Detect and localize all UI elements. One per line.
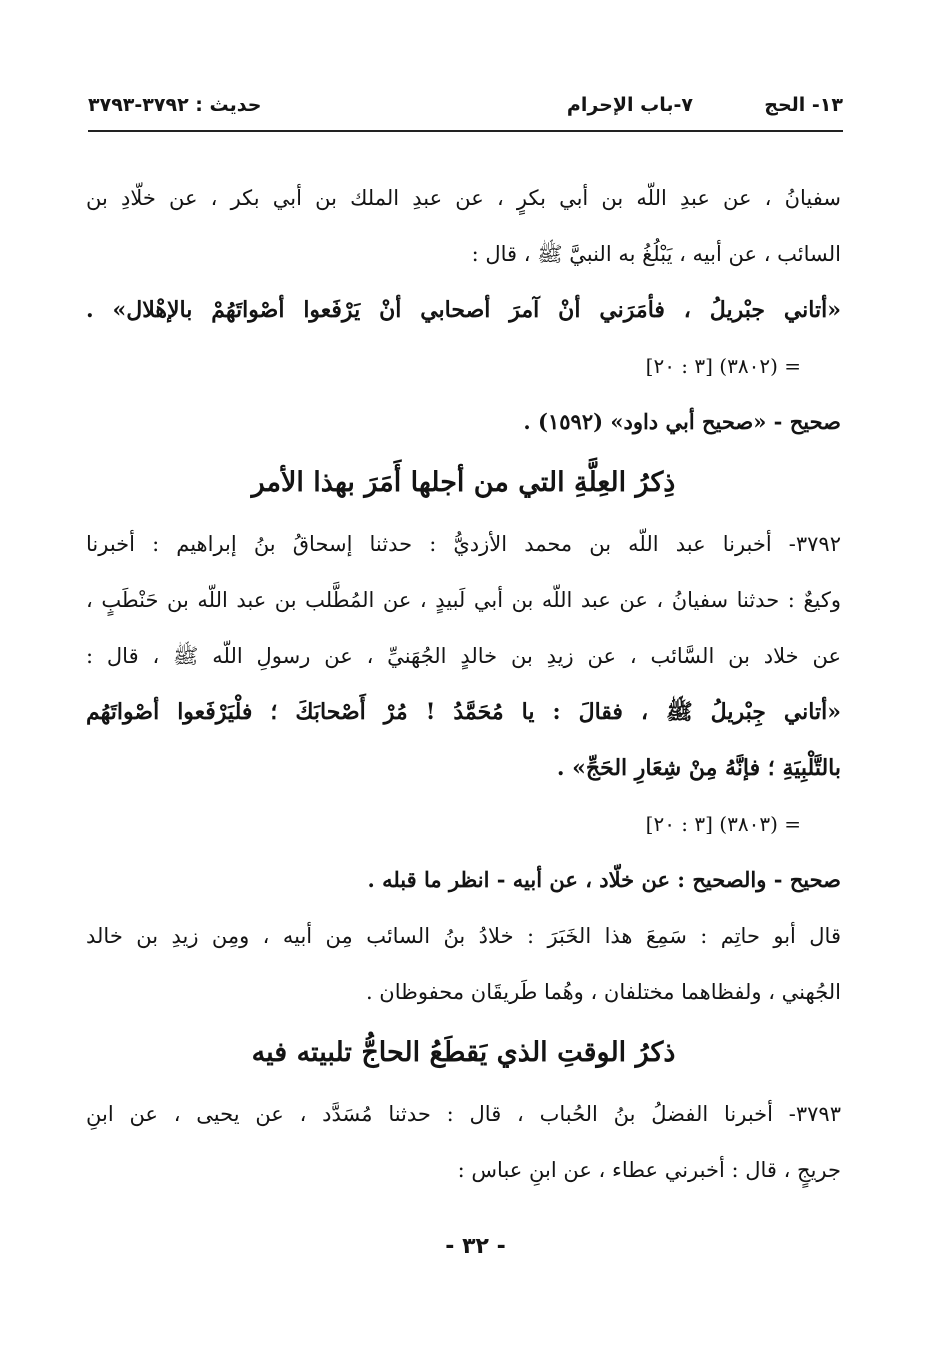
text-line: عن خلاد بن السَّائب ، عن زيدِ بن خالدٍ الجُهَنيِّ ، عن رسولِ اللّه ﷺ ، قال : [86, 644, 841, 668]
page-number: - ٣٢ - [445, 1234, 506, 1259]
cross-reference: = (٣٨٠٣) [٣ : ٢٠] [645, 812, 801, 836]
text-line: جريجٍ ، قال : أخبرني عطاء ، عن ابنِ عباس : [457, 1158, 841, 1182]
text-line: وكيعٌ : حدثنا سفيانُ ، عن عبد اللّه بن أبي لَبيدٍ ، عن المُطَّلب بن عبد اللّه بن حَنْطَبٍ ، [86, 588, 841, 612]
section-heading: ذِكرُ العِلَّةِ التي من أجلها أَمَرَ بهذا الأمر [251, 467, 676, 498]
text-line: ٣٧٩٣- أخبرنا الفضلُ بنُ الحُباب ، قال : حدثنا مُسَدَّد ، عن يحيى ، عن ابنِ [86, 1102, 841, 1126]
header-book: ١٣- الحج [764, 94, 843, 116]
running-header [88, 88, 843, 124]
page-body [86, 170, 841, 1198]
text-line: الجُهني ، ولفظاهما مختلفان ، وهُما طَريقَان محفوظان . [365, 980, 841, 1004]
cross-reference: = (٣٨٠٢) [٣ : ٢٠] [645, 354, 801, 378]
hadith-quote: «أتاني جِبْريلُ ﷺ ، فقالَ : يا مُحَمَّدُ ! مُرْ أَصْحابَكَ ؛ فلْيَرْفَعوا أصْواتَهُم [86, 699, 841, 725]
section-heading: ذكرُ الوقتِ الذي يَقطَعُ الحاجُّ تلبيته فيه [251, 1037, 676, 1068]
text-line: ٣٧٩٢- أخبرنا عبد اللّه بن محمد الأزديُّ : حدثنا إسحاقُ بنُ إبراهيم : أخبرنا [86, 532, 841, 556]
header-chapter: ٧-باب الإحرام [566, 94, 693, 116]
hadith-quote: بالتَّلْبِيَةِ ؛ فإنَّهُ مِنْ شِعَارِ الحَجِّ» . [556, 755, 841, 781]
grading-line: صحيح - «صحيح أبي داود» (١٥٩٢) . [523, 409, 841, 434]
text-line: السائب ، عن أبيه ، يَبْلُغُ به النبيَّ ﷺ ، قال : [471, 242, 841, 266]
header-rule [88, 130, 843, 132]
hadith-quote: «أتاني جبْريلُ ، فأمَرَني أنْ آمرَ أصحابي أنْ يَرْفَعوا أصْواتَهُمْ بالإهْلال» . [86, 297, 841, 323]
text-line: سفيانُ ، عن عبدِ اللّه بن أبي بكرٍ ، عن عبدِ الملك بن أبي بكر ، عن خلّادِ بن [86, 186, 841, 210]
header-hadith-range: حديث : ٣٧٩٢-٣٧٩٣ [88, 94, 262, 116]
text-line: قال أبو حاتِم : سَمِعَ هذا الخَبَرَ : خلادُ بنُ السائب مِن أبيه ، ومِن زيدِ بن خالد [86, 924, 841, 948]
grading-line: صحيح - والصحيح : عن خلّاد ، عن أبيه - انظر ما قبله . [367, 867, 841, 892]
